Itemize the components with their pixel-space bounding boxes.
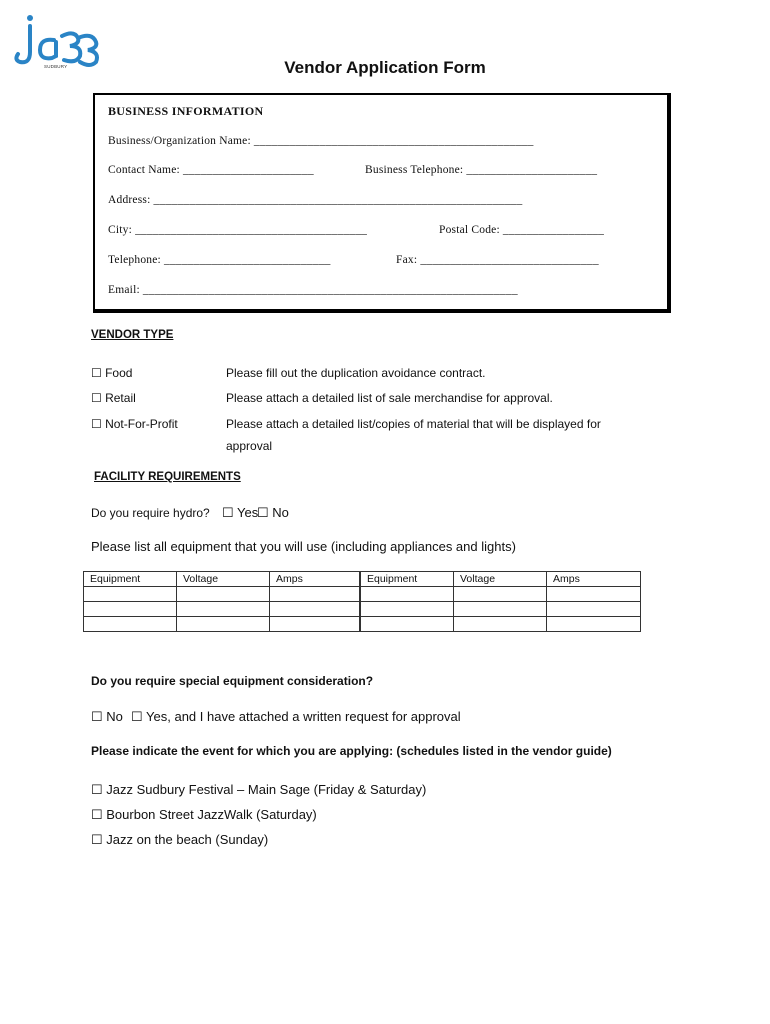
event-heading: Please indicate the event for which you are applying: (schedules listed in the vendor guide) [91, 744, 612, 758]
table-cell[interactable] [177, 587, 270, 602]
org-name-field[interactable]: Business/Organization Name: _______________________________________________ [108, 135, 534, 147]
event-option-main-stage[interactable]: ☐ Jazz Sudbury Festival – Main Sage (Friday & Saturday) [91, 782, 427, 797]
table-cell[interactable] [360, 587, 454, 602]
equipment-prompt: Please list all equipment that you will use (including appliances and lights) [91, 539, 516, 554]
fax-field[interactable]: Fax: ______________________________ [396, 254, 599, 266]
postal-code-field[interactable]: Postal Code: _________________ [439, 224, 605, 236]
hydro-yes-checkbox[interactable]: ☐ Yes [222, 505, 259, 520]
col-amps-2: Amps [547, 572, 641, 587]
vendor-note-not-for-profit: Please attach a detailed list/copies of material that will be displayed for [226, 417, 601, 431]
city-field[interactable]: City: _______________________________________ [108, 224, 368, 236]
col-voltage-2: Voltage [454, 572, 547, 587]
table-cell[interactable] [454, 602, 547, 617]
event-option-jazzwalk[interactable]: ☐ Bourbon Street JazzWalk (Saturday) [91, 807, 317, 822]
email-field[interactable]: Email: _______________________________________________________________ [108, 284, 518, 296]
contact-name-field[interactable]: Contact Name: ______________________ [108, 164, 314, 176]
col-amps-1: Amps [270, 572, 361, 587]
col-equipment-2: Equipment [360, 572, 454, 587]
business-info-heading: BUSINESS INFORMATION [108, 104, 264, 118]
table-row [84, 617, 641, 632]
table-cell[interactable] [454, 587, 547, 602]
address-field[interactable]: Address: ______________________________________________________________ [108, 194, 523, 206]
table-cell[interactable] [547, 617, 641, 632]
vendor-note-food: Please fill out the duplication avoidance contract. [226, 366, 486, 380]
table-cell[interactable] [547, 587, 641, 602]
table-row [84, 602, 641, 617]
table-cell[interactable] [270, 602, 361, 617]
vendor-option-food[interactable]: ☐ Food [91, 366, 133, 380]
equipment-table [83, 571, 641, 632]
table-cell[interactable] [270, 587, 361, 602]
col-voltage-1: Voltage [177, 572, 270, 587]
business-info-box [93, 93, 671, 313]
table-cell[interactable] [177, 602, 270, 617]
vendor-option-retail[interactable]: ☐ Retail [91, 391, 136, 405]
vendor-type-heading: VENDOR TYPE [91, 329, 174, 341]
table-cell[interactable] [177, 617, 270, 632]
table-row [84, 587, 641, 602]
special-yes-checkbox[interactable]: ☐ Yes, and I have attached a written request for approval [131, 709, 461, 724]
table-cell[interactable] [84, 617, 177, 632]
table-cell[interactable] [360, 602, 454, 617]
facility-requirements-heading: FACILITY REQUIREMENTS [94, 471, 241, 483]
table-cell[interactable] [84, 602, 177, 617]
table-cell[interactable] [84, 587, 177, 602]
table-cell[interactable] [270, 617, 361, 632]
table-cell[interactable] [454, 617, 547, 632]
hydro-no-checkbox[interactable]: ☐ No [257, 505, 289, 520]
vendor-option-not-for-profit[interactable]: ☐ Not-For-Profit [91, 417, 178, 431]
telephone-field[interactable]: Telephone: ____________________________ [108, 254, 331, 266]
col-equipment-1: Equipment [84, 572, 177, 587]
vendor-note-not-for-profit-cont: approval [226, 439, 273, 453]
table-cell[interactable] [547, 602, 641, 617]
special-equipment-question: Do you require special equipment consideration? [91, 674, 374, 688]
business-telephone-field[interactable]: Business Telephone: ______________________ [365, 164, 598, 176]
page-title: Vendor Application Form [284, 58, 486, 77]
vendor-note-retail: Please attach a detailed list of sale merchandise for approval. [226, 391, 553, 405]
special-no-checkbox[interactable]: ☐ No [91, 709, 123, 724]
table-cell[interactable] [360, 617, 454, 632]
hydro-question: Do you require hydro? [91, 506, 210, 520]
logo-subtext: SUDBURY [44, 64, 68, 69]
event-option-beach[interactable]: ☐ Jazz on the beach (Sunday) [91, 832, 269, 847]
table-header-row [84, 572, 641, 587]
